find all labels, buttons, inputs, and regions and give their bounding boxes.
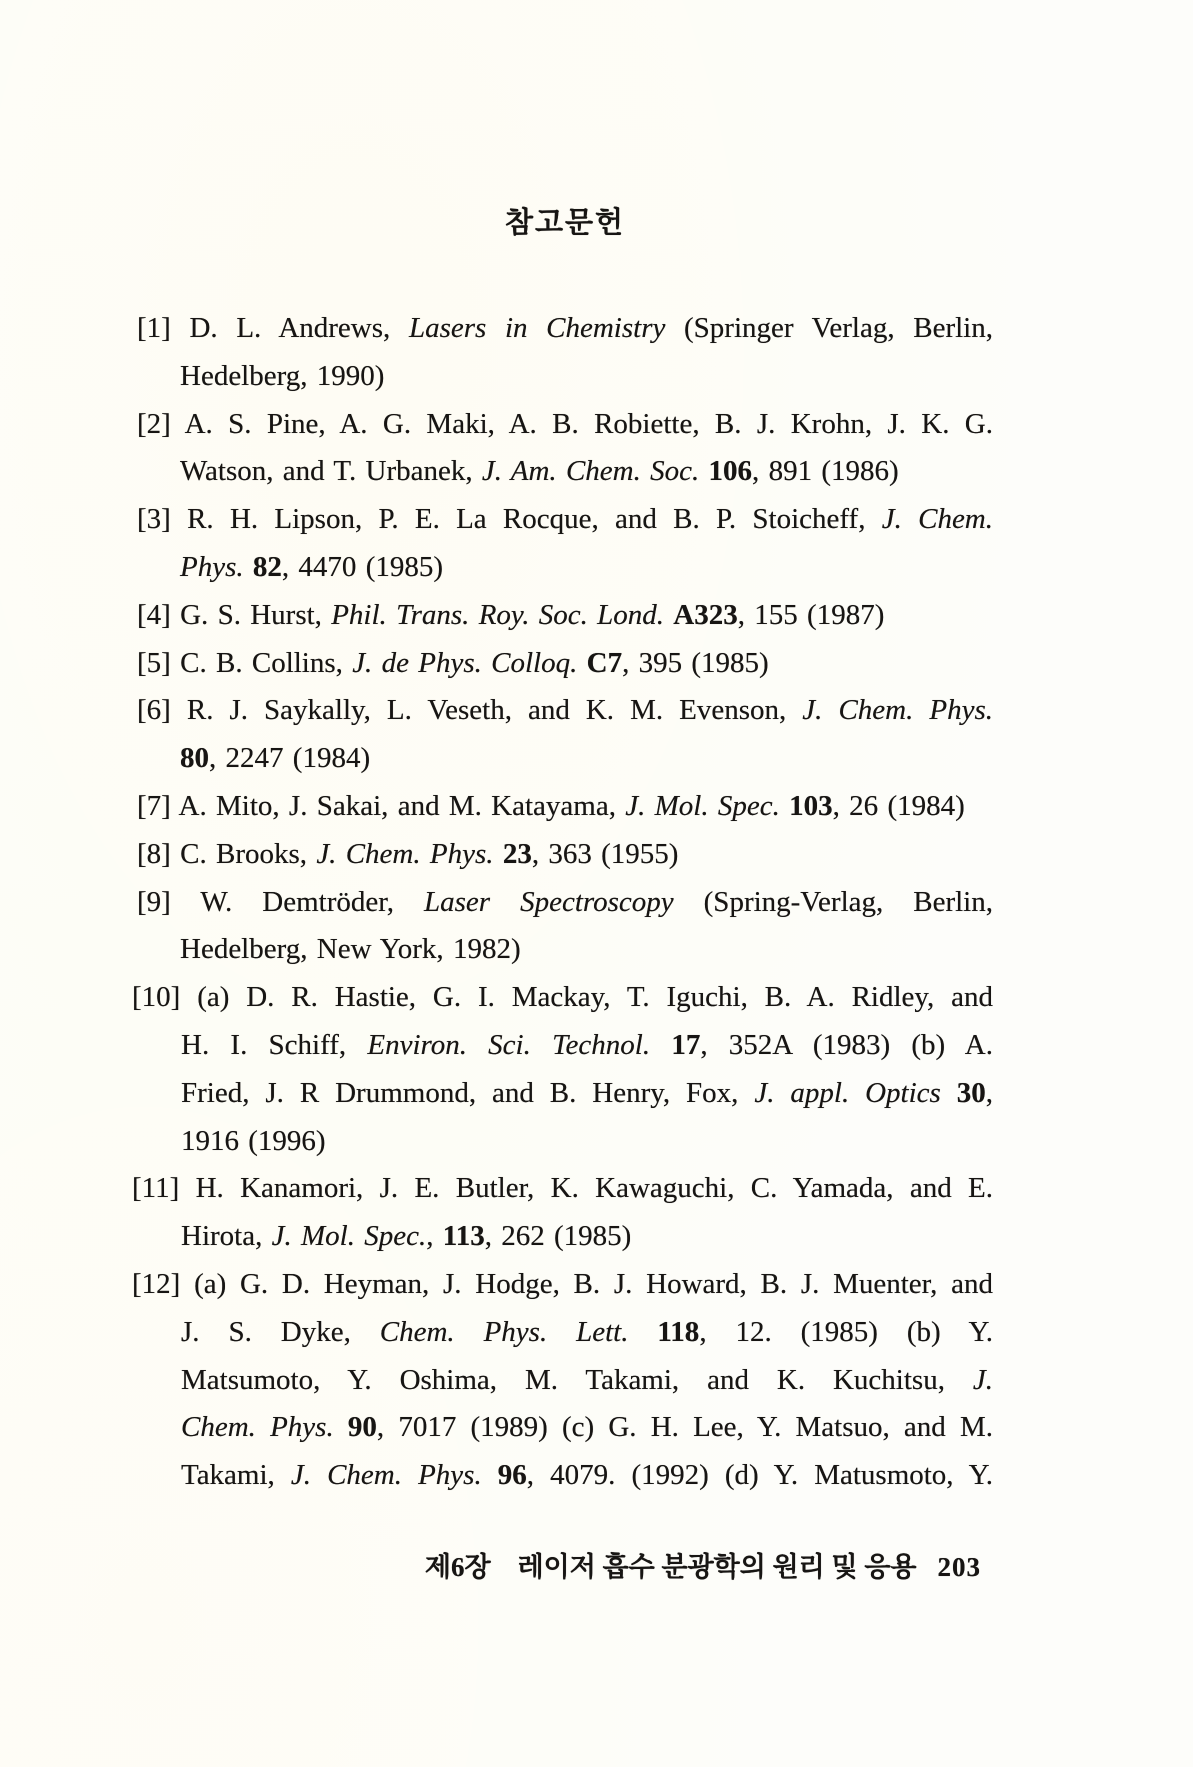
volume-number-text: 80 (180, 742, 209, 775)
reference-text: , 352A (1983) (b) A. (700, 1028, 993, 1061)
reference-text (628, 1316, 657, 1348)
reference-text: Hedelberg, 1990) (180, 359, 385, 392)
reference-continuation-line (181, 1118, 993, 1166)
reference-first-line (137, 783, 993, 831)
journal-or-title-text: Laser Spectroscopy (424, 885, 674, 918)
reference-continuation-line (181, 1022, 993, 1070)
reference-text (664, 599, 673, 631)
reference-text: (a) G. D. Heyman, J. Hodge, B. J. Howard, B. J. Muenter, and (194, 1267, 994, 1300)
reference-text: C. B. Collins, (180, 646, 353, 679)
reference-continuation-line (180, 926, 993, 974)
page-title: 참고문헌 (504, 207, 626, 239)
reference-text (334, 1411, 348, 1443)
journal-or-title-text: Chem. Phys. (181, 1411, 334, 1444)
reference-item (137, 879, 993, 975)
journal-or-title-text: Lasers in Chemistry (408, 312, 666, 344)
reference-continuation-line (181, 1213, 993, 1261)
reference-number: [2] (137, 407, 171, 440)
reference-text: (Springer Verlag, Berlin, (665, 312, 993, 344)
reference-text: R. J. Saykally, L. Veseth, and K. M. Evenson, (186, 694, 803, 727)
references-list (0, 305, 1193, 1500)
reference-number: [10] (132, 981, 181, 1014)
reference-text: , 262 (1985) (484, 1220, 632, 1253)
reference-text: , 395 (1985) (622, 646, 769, 679)
reference-text (650, 1029, 671, 1061)
page-footer (425, 1549, 981, 1585)
reference-text: , 891 (1986) (752, 455, 899, 488)
reference-first-line (137, 687, 993, 735)
reference-first-line (132, 974, 993, 1022)
reference-text: Matsumoto, Y. Oshima, M. Takami, and K. Kuchitsu, (181, 1363, 973, 1396)
reference-item (137, 305, 993, 401)
volume-number-text: 82 (252, 550, 282, 583)
reference-first-line (137, 831, 993, 879)
reference-number: [7] (137, 789, 171, 822)
reference-number: [5] (137, 646, 171, 679)
reference-first-line (137, 496, 993, 544)
journal-or-title-text: J. (972, 1363, 993, 1396)
reference-continuation-line (180, 735, 993, 783)
volume-number-text: C7 (586, 646, 623, 679)
reference-text: A. S. Pine, A. G. Maki, A. B. Robiette, B. J. Krohn, J. K. G. (184, 407, 993, 440)
journal-or-title-text: J. de Phys. Colloq. (352, 646, 578, 679)
reference-number: [12] (132, 1267, 181, 1300)
reference-text: Hirota, (181, 1220, 272, 1253)
reference-text: , 4079. (1992) (d) Y. Matusmoto, Y. (526, 1459, 994, 1492)
reference-continuation-line (181, 1404, 993, 1452)
volume-number-text: 17 (671, 1028, 701, 1061)
reference-item (137, 640, 993, 688)
reference-continuation-line (181, 1452, 993, 1500)
reference-first-line (132, 1261, 993, 1309)
reference-text: D. L. Andrews, (189, 312, 409, 344)
reference-first-line (137, 640, 993, 688)
reference-number: [11] (132, 1172, 180, 1205)
reference-text: (a) D. R. Hastie, G. I. Mackay, T. Iguchi, B. A. Ridley, and (197, 981, 993, 1014)
reference-item (132, 1261, 993, 1500)
reference-text: W. Demtröder, (200, 885, 425, 918)
reference-item (132, 1165, 993, 1261)
volume-number-text: 113 (442, 1220, 485, 1253)
reference-continuation-line (181, 1309, 993, 1357)
journal-or-title-text: Phil. Trans. Roy. Soc. Lond. (331, 598, 665, 631)
reference-text: Hedelberg, New York, 1982) (180, 933, 521, 966)
reference-text (699, 455, 708, 487)
reference-text: (Spring-Verlag, Berlin, (673, 885, 993, 918)
journal-or-title-text: J. Chem. Phys. (316, 837, 494, 870)
volume-number-text: 118 (657, 1315, 700, 1348)
reference-continuation-line (180, 544, 993, 592)
reference-text: , 2247 (1984) (209, 742, 371, 775)
reference-text: R. H. Lipson, P. E. La Rocque, and B. P. Stoicheff, (187, 503, 882, 536)
volume-number-text: 106 (708, 455, 753, 488)
footer-chapter-label: 제6장 (424, 1552, 491, 1582)
volume-number-text: 90 (347, 1411, 377, 1444)
reference-number: [3] (137, 503, 171, 536)
reference-text (780, 790, 789, 822)
journal-or-title-text: Chem. Phys. Lett. (379, 1315, 629, 1348)
volume-number-text: 30 (956, 1076, 986, 1109)
reference-text (941, 1077, 957, 1109)
reference-text (577, 647, 586, 679)
reference-number: [4] (137, 598, 171, 631)
reference-text: H. Kanamori, J. E. Butler, K. Kawaguchi, C. Yamada, and E. (195, 1172, 994, 1205)
reference-first-line (132, 1165, 993, 1213)
reference-continuation-line (181, 1357, 993, 1405)
journal-or-title-text: J. Chem. Phys. (290, 1459, 482, 1492)
journal-or-title-text: J. Mol. Spec. (271, 1220, 427, 1253)
journal-or-title-text: J. Chem. Phys. (802, 694, 993, 727)
reference-text: G. S. Hurst, (180, 598, 332, 631)
reference-item (137, 687, 993, 783)
footer-book-title: 레이저 흡수 분광학의 원리 및 응용 (517, 1552, 917, 1582)
reference-number: [9] (137, 885, 171, 918)
reference-text: , 155 (1987) (737, 598, 885, 631)
reference-text (494, 838, 503, 870)
reference-number: [1] (137, 312, 171, 344)
reference-text: J. S. Dyke, (181, 1315, 380, 1348)
reference-text: , 4470 (1985) (281, 550, 444, 583)
reference-text: , 26 (1984) (832, 789, 965, 822)
journal-or-title-text: J. Mol. Spec. (625, 789, 780, 822)
reference-text: A. Mito, J. Sakai, and M. Katayama, (178, 789, 626, 822)
journal-or-title-text: J. Chem. (881, 503, 994, 536)
volume-number-text: 103 (789, 789, 833, 822)
reference-text: Takami, (181, 1459, 291, 1492)
reference-text: 1916 (1996) (181, 1124, 326, 1157)
reference-text: C. Brooks, (180, 837, 317, 870)
reference-first-line (137, 879, 993, 927)
volume-number-text: A323 (673, 598, 738, 631)
reference-first-line (137, 401, 993, 449)
volume-number-text: 23 (502, 837, 532, 870)
reference-text: , 12. (1985) (b) Y. (699, 1315, 993, 1348)
reference-item (137, 783, 993, 831)
journal-or-title-text: J. appl. Optics (754, 1076, 941, 1109)
reference-text: , (985, 1076, 993, 1109)
reference-text (482, 1459, 498, 1491)
reference-text: H. I. Schiff, (181, 1028, 368, 1061)
reference-continuation-line (180, 353, 993, 401)
journal-or-title-text: Environ. Sci. Technol. (367, 1028, 651, 1061)
reference-number: [6] (137, 694, 171, 727)
reference-first-line (137, 305, 993, 353)
footer-page-number: 203 (937, 1552, 981, 1582)
volume-number-text: 96 (497, 1459, 527, 1492)
reference-text: Watson, and T. Urbanek, (180, 455, 482, 488)
reference-number: [8] (137, 837, 171, 870)
reference-text: , 7017 (1989) (c) G. H. Lee, Y. Matsuo, and M. (376, 1411, 994, 1444)
reference-continuation-line (181, 1070, 993, 1118)
reference-text: , (426, 1220, 443, 1253)
reference-continuation-line (180, 448, 993, 496)
reference-item (137, 831, 993, 879)
reference-text: , 363 (1955) (531, 837, 679, 870)
reference-first-line (137, 592, 993, 640)
reference-text (244, 551, 253, 583)
reference-item (137, 401, 993, 497)
journal-or-title-text: Phys. (180, 550, 244, 583)
journal-or-title-text: J. Am. Chem. Soc. (481, 455, 700, 488)
reference-item (137, 496, 993, 592)
reference-item (137, 592, 993, 640)
reference-item (132, 974, 993, 1165)
reference-text: Fried, J. R Drummond, and B. Henry, Fox, (181, 1076, 755, 1109)
